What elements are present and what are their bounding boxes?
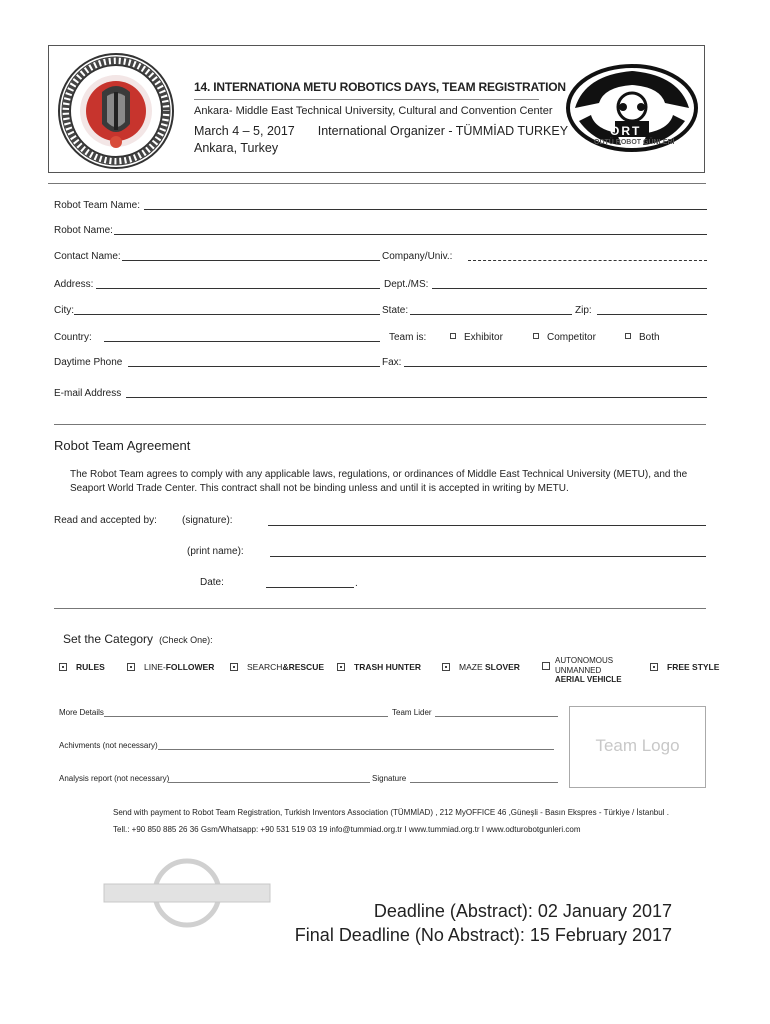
phone-row: [54, 356, 707, 370]
option-exhibitor[interactable]: Exhibitor: [450, 331, 503, 345]
robot-team-name-label: Robot Team Name:: [54, 200, 140, 211]
date-field[interactable]: [266, 587, 354, 588]
robot-name-row: [54, 224, 707, 238]
payment-info: Send with payment to Robot Team Registration, Turkish Inventors Association (TÜMMİAD) , 212 MyOFFICE 46 ,Güneşli - Basın Ekspres - Türkiye / İstanbul .: [113, 808, 669, 817]
analysis-field[interactable]: [168, 782, 370, 783]
robot-name-label: Robot Name:: [54, 225, 113, 236]
search-rescue-checkbox[interactable]: [230, 663, 238, 671]
team-lider-label: Team Lider: [392, 708, 432, 717]
country-label: Country:: [54, 332, 92, 343]
option-competitor[interactable]: Competitor: [533, 331, 596, 345]
option-both[interactable]: Both: [625, 331, 660, 345]
contact-name-label: Contact Name:: [54, 251, 121, 262]
address-field[interactable]: [96, 288, 380, 289]
ort-logo-subtitle: ODTÜ ROBOT GÜNLERİ: [594, 139, 675, 146]
date-period: .: [355, 578, 358, 589]
category-line-follower[interactable]: LINE-FOLLOWER: [127, 662, 214, 672]
achivments-label: Achivments (not necessary): [59, 741, 158, 750]
line-follower-checkbox[interactable]: [127, 663, 135, 671]
dept-label: Dept./MS:: [384, 279, 429, 290]
robot-team-name-field[interactable]: [144, 209, 707, 210]
email-row: [54, 387, 707, 401]
email-label: E-mail Address: [54, 388, 122, 399]
zip-label: Zip:: [575, 305, 592, 316]
category-aerial-vehicle[interactable]: AUTONOMOUS UNMANNED AERIAL VEHICLE: [555, 656, 622, 684]
country-row: [54, 331, 707, 345]
competitor-checkbox[interactable]: [533, 333, 539, 339]
ort-logo-text: ORT: [610, 124, 642, 138]
form-top-rule: [48, 183, 706, 184]
state-label: State:: [382, 305, 409, 316]
free-style-checkbox[interactable]: [650, 663, 658, 671]
achivments-field[interactable]: [158, 749, 554, 750]
trash-hunter-checkbox[interactable]: [337, 663, 345, 671]
signature-label: (signature):: [182, 515, 233, 526]
read-accepted-label: Read and accepted by:: [54, 515, 157, 526]
company-label: Company/Univ.:: [382, 251, 453, 262]
print-name-field[interactable]: [270, 556, 706, 557]
title-underline: [194, 99, 539, 100]
maze-slover-checkbox[interactable]: [442, 663, 450, 671]
team-lider-field[interactable]: [435, 716, 558, 717]
category-free-style[interactable]: FREE STYLE: [650, 662, 719, 672]
exhibitor-checkbox[interactable]: [450, 333, 456, 339]
signature-small-label: Signature: [372, 774, 407, 783]
fax-field[interactable]: [404, 366, 707, 367]
signature-field[interactable]: [268, 525, 706, 526]
signature-small-field[interactable]: [410, 782, 558, 783]
more-details-field[interactable]: [104, 716, 388, 717]
city-row: [54, 304, 707, 318]
both-checkbox[interactable]: [625, 333, 631, 339]
team-logo-placeholder: Team Logo: [595, 736, 680, 755]
agreement-text: The Robot Team agrees to comply with any applicable laws, regulations, or ordinances of Middle East Technical University (METU), and the Seaport World Trade Center. This contract shall not be binding unless and until it is accepted in writing by METU.: [70, 469, 688, 494]
city-label: City:: [54, 305, 74, 316]
state-field[interactable]: [410, 314, 572, 315]
robot-team-name-row: [54, 199, 707, 213]
watermark-stamp: [102, 858, 272, 928]
agreement-rule: [54, 608, 706, 609]
date-label: Date:: [200, 577, 224, 588]
email-field[interactable]: [126, 397, 707, 398]
daytime-phone-field[interactable]: [128, 366, 380, 367]
address-label: Address:: [54, 279, 94, 290]
deadline-abstract: Deadline (Abstract): 02 January 2017: [373, 901, 672, 921]
daytime-phone-label: Daytime Phone: [54, 357, 123, 368]
zip-field[interactable]: [597, 314, 707, 315]
contact-row: [54, 250, 707, 264]
agreement-heading: Robot Team Agreement: [54, 438, 191, 453]
event-organizer: International Organizer - TÜMMİAD TURKEY: [317, 124, 569, 138]
category-maze-slover[interactable]: MAZE SLOVER: [442, 662, 520, 672]
rules-checkbox[interactable]: [59, 663, 67, 671]
contact-name-field[interactable]: [122, 260, 380, 261]
fax-label: Fax:: [382, 357, 402, 368]
more-details-label: More Details: [59, 708, 104, 717]
event-title: 14. INTERNATIONA METU ROBOTICS DAYS, TEAM REGISTRATION: [194, 80, 566, 94]
deadline-final: Final Deadline (No Abstract): 15 February 2017: [294, 925, 672, 945]
contact-info: Tell.: +90 850 885 26 36 Gsm/Whatsapp: +90 531 519 03 19 info@tummiad.org.tr I www.tummiad.org.tr I www.odturobotgunleri.com: [113, 825, 581, 834]
event-city: Ankara, Turkey: [194, 141, 279, 155]
robot-name-field[interactable]: [114, 234, 707, 235]
team-is-label: Team is:: [389, 332, 427, 343]
event-venue: Ankara- Middle East Technical University, Cultural and Convention Center: [194, 105, 553, 117]
inventors-association-logo: [57, 52, 175, 170]
address-row: [54, 278, 707, 292]
category-check-one: (Check One):: [159, 635, 213, 645]
category-trash-hunter[interactable]: TRASH HUNTER: [337, 662, 421, 672]
form-section-rule: [54, 424, 706, 425]
category-title: Set the Category: [63, 632, 154, 646]
dept-field[interactable]: [432, 288, 707, 289]
analysis-label: Analysis report (not necessary): [59, 774, 170, 783]
category-rules[interactable]: RULES: [59, 662, 105, 672]
country-field[interactable]: [104, 341, 380, 342]
print-name-label: (print name):: [187, 546, 244, 557]
event-dates-line: [194, 124, 568, 138]
aerial-vehicle-checkbox[interactable]: [542, 662, 550, 670]
event-dates: March 4 – 5, 2017: [194, 124, 295, 138]
city-field[interactable]: [74, 314, 380, 315]
company-field[interactable]: [468, 260, 707, 261]
category-heading: [63, 632, 213, 646]
category-search-rescue[interactable]: SEARCH&RESCUE: [230, 662, 324, 672]
